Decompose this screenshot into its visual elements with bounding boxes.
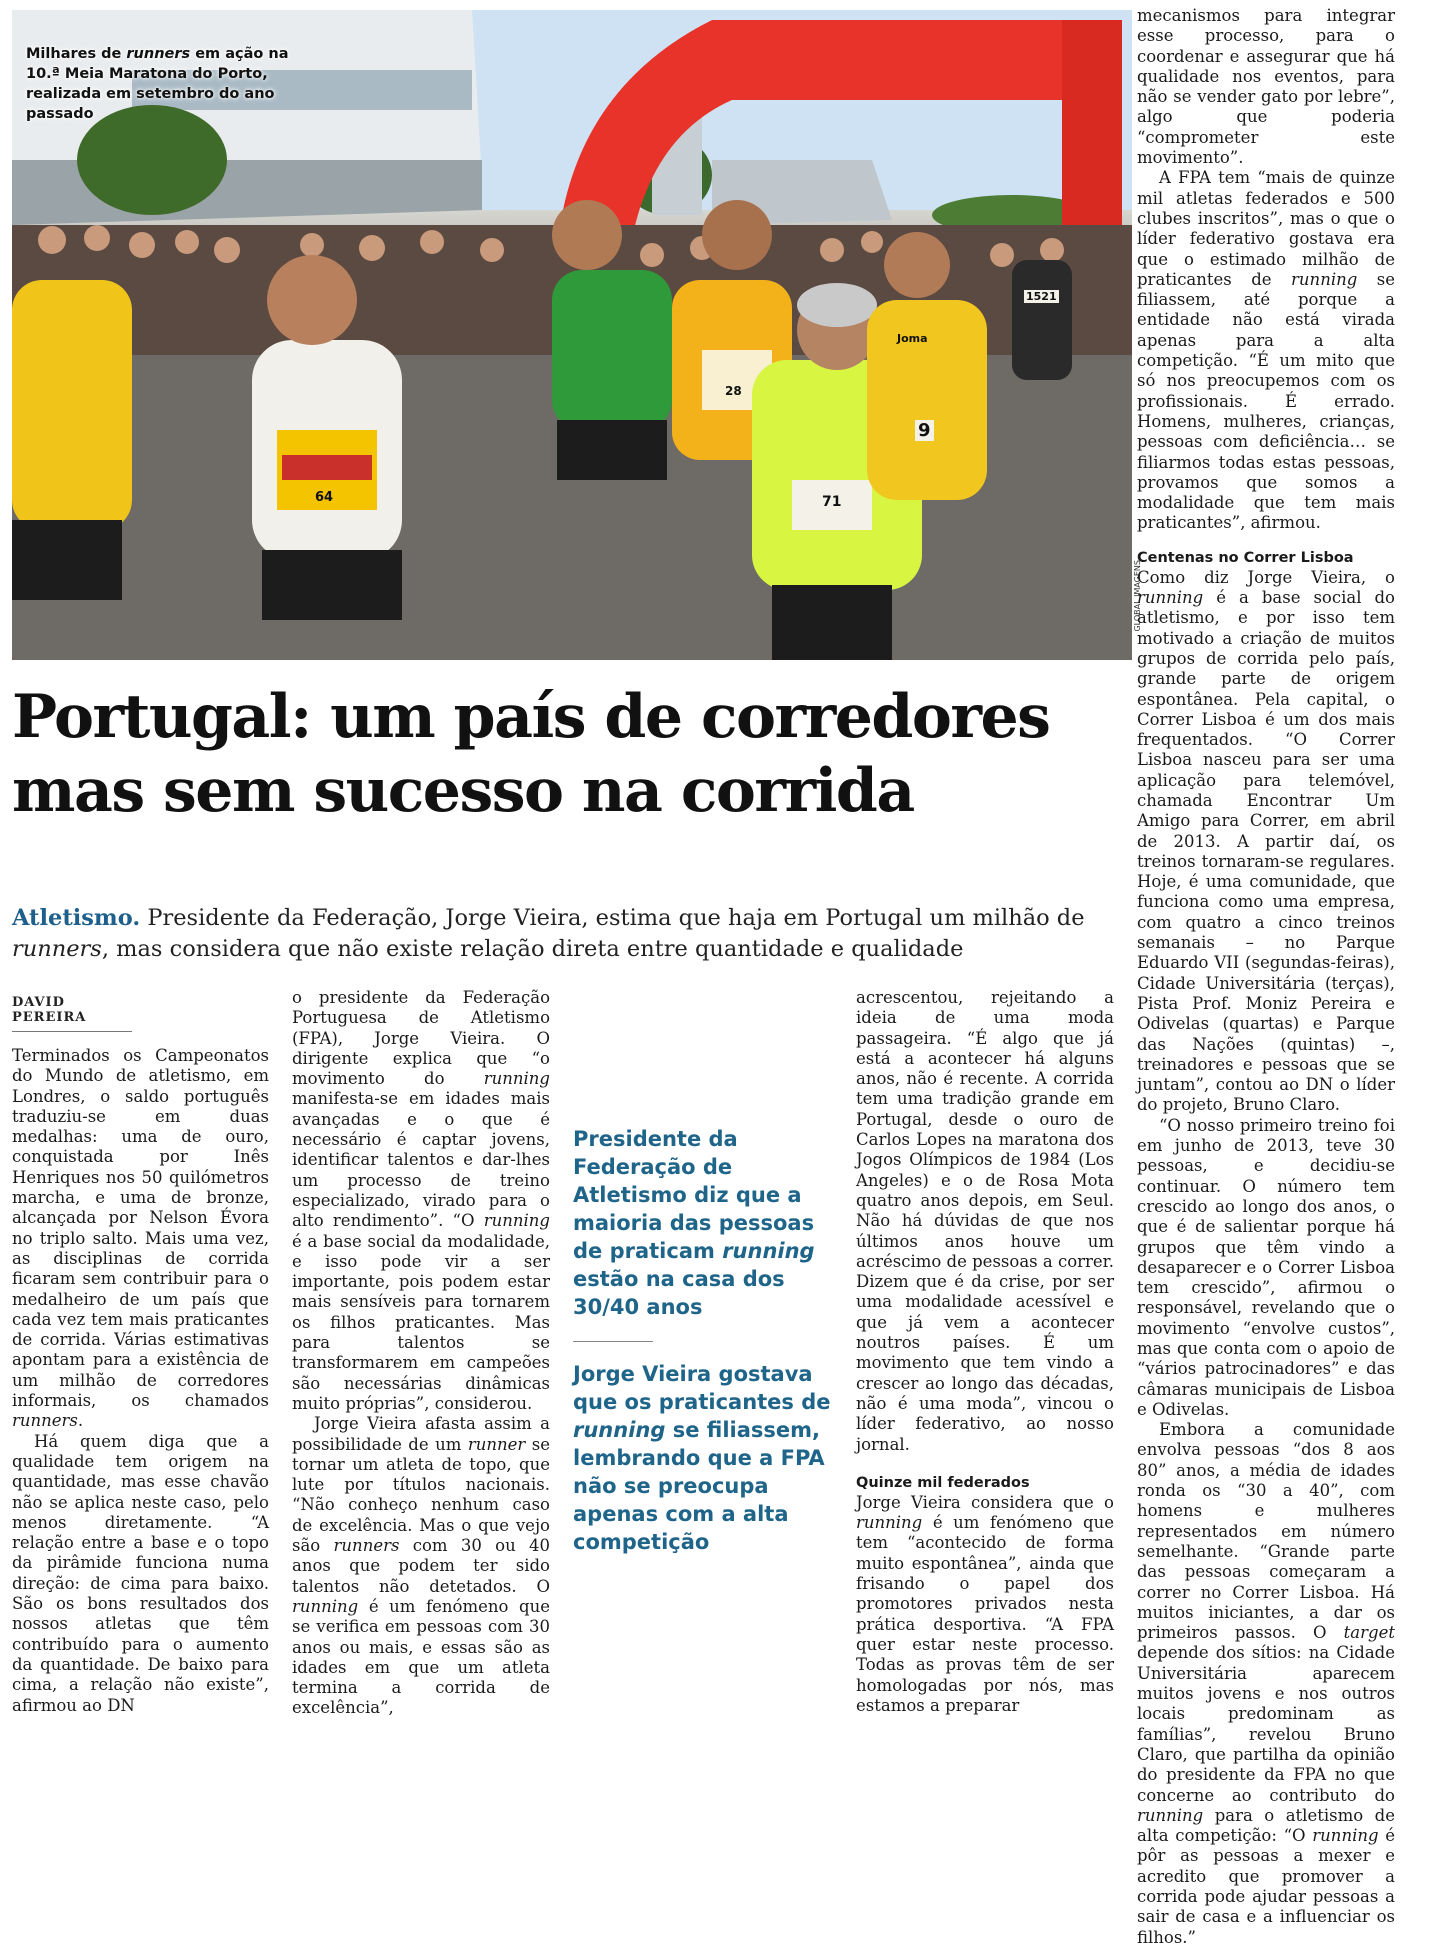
lead-kicker: Atletismo. [12,905,141,931]
col5-paragraph-1: mecanismos para integrar esse processo, para o coordenar e assegurar que há qualidade nos eventos, para não se vender gato por lebre”, algo que poderia “comprometer este movimento”. [1137,6,1395,168]
bib-number-yellow-vest: 28 [725,384,742,398]
pull-quote-1: Presidente da Federação de Atletismo diz que a maioria das pessoas de praticam running estão na casa dos 30/40 anos [573,1127,815,1319]
article-column-2 [292,988,550,1719]
bib-number-neon-shirt: 71 [822,494,842,510]
bib-number-white-vest: 64 [315,490,334,505]
race-photo [12,10,1132,660]
col5-paragraph-5: Embora a comunidade envolva pessoas “dos 8 aos 80” anos, a média de idades ronda os “30 a 40”, com homens e mulheres representados em número semelhante. “Grande parte das pessoas começaram a correr no Correr Lisboa. Há muitos iniciantes, a dar os primeiros passos. O target depende dos sítios: na Cidade Universitária aparecem muitos jovens e nos outros locais predominam as famílias”, revelou Bruno Claro, que partilha da opinião do presidente da FPA no que concerne ao contributo do running para o atletismo de alta competição: “O running é pôr as pessoas a mexer e acredito que promover a corrida pode ajudar pessoas a sair de casa e a influenciar os filhos.” [1137,1420,1396,1947]
col4-paragraph-1: acrescentou, rejeitando a ideia de uma moda passageira. “É algo que já está a acontecer há alguns anos, não é recente. A corrida tem uma tradição grande em Portugal, desde o ouro de Carlos Lopes na maratona dos Jogos Olímpicos de 1984 (Los Angeles) e o de Rosa Mota quatro anos depois, em Seul. Não há dúvidas de que nos últimos anos houve um acréscimo de pessoas a correr. Dizem que é da crise, por ser uma modalidade acessível e que já vem a acontecer noutros países. É um movimento que tem vindo a crescer ao longo das décadas, não é uma moda”, vincou o líder federativo, ao nosso jornal. [856,988,1114,1454]
photo-credit: GLOBAL IMAGENS [1133,560,1142,632]
photo-caption: Milhares de runners em ação na 10.ª Meia Maratona do Porto, realizada em setembro do ano passado [26,46,289,122]
bib-number-far-right: 1521 [1026,290,1057,303]
article-column-5 [1137,6,1395,1948]
article-column-1 [12,1046,269,1716]
col5-paragraph-2: A FPA tem “mais de quinze mil atletas federados e 500 clubes inscritos”, mas o que o líder federativo gostava era que o estimado milhão de praticantes de running se filiassem, até porque a entidade não está virada apenas para a alta competição. “É um mito que só nos preocupemos com os profissionais. É errado. Homens, mulheres, crianças, pessoas com deficiência… se filiarmos todas estas pessoas, provamos que somos a modalidade que tem mais praticantes”, afirmou. [1137,168,1395,533]
col1-paragraph-2: Há quem diga que a qualidade tem origem na quantidade, mas esse chavão não se aplica neste caso, pelo menos diretamente. “A relação entre a base e o topo da pirâmide funciona numa direção: de cima para baixo. São os bons resultados dos nossos atletas que têm contribuído para o aumento da quantidade. De baixo para cima, a relação não existe”, afirmou ao DN [12,1431,269,1715]
vest-brand-text: Joma [897,332,928,345]
col2-paragraph-1: o presidente da Federação Portuguesa de Atletismo (FPA), Jorge Vieira. O dirigente explica que “o movimento do running manifesta-se em idades mais avançadas e o que é necessário é captar jovens, identificar talentos e dar-lhes um processo de treino especializado, virado para o alto rendimento”. “O running é a base social da modalidade, e isso pode vir a ser importante, pois podem estar mais sensíveis para tornarem os filhos praticantes. Mas para talentos se transformarem em campeões são necessárias dinâmicas muito próprias”, considerou. [292,988,550,1413]
col5-paragraph-3: Como diz Jorge Vieira, o running é a base social do atletismo, e por isso tem motivado a criação de muitos grupos de corrida pelo país, grande parte de origem espontânea. Pela capital, o Correr Lisboa é um dos mais frequentados. “O Correr Lisboa nasceu para ser uma aplicação para telemóvel, chamada Encontrar Um Amigo para Correr, em abril de 2013. A partir daí, os treinos tornaram-se regulares. Hoje, é uma comunidade, que funciona como uma empresa, com quatro a cinco treinos semanais – no Parque Eduardo VII (segundas-feiras), Cidade Universitária (terças), Pista Prof. Moniz Pereira e Odivelas (quartas) e Parque das Nações (quintas) –, treinadores e pessoas que se juntam”, contou ao DN o líder do projeto, Bruno Claro. [1137,567,1395,1115]
pull-quote-2: Jorge Vieira gostava que os praticantes de running se filiassem, lembrando que a FPA não se preocupa apenas com a alta competição [573,1362,831,1554]
lead-paragraph: Atletismo. Presidente da Federação, Jorge Vieira, estima que haja em Portugal um milhão de runners, mas considera que não existe relação direta entre quantidade e qualidade [12,905,1085,962]
col4-paragraph-2: Jorge Vieira considera que o running é um fenómeno que tem “acontecido de forma muito espontânea”, ainda que frisando o papel dos promotores privados nesta prática desportiva. “A FPA quer estar neste processo. Todas as provas têm de ser homologadas por nós, mas estamos a preparar [856,1492,1114,1715]
subheading-centenas-no-correr-lisboa: Centenas no Correr Lisboa [1137,549,1354,566]
article-column-4 [856,988,1114,1716]
col5-paragraph-4: “O nosso primeiro treino foi em junho de 2013, teve 30 pessoas, e decidiu-se continuar. O número tem crescido ao longo dos anos, o que é de salientar porque há grupos que têm vindo a desaparecer e o Correr Lisboa tem crescido”, afirmou o responsável, revelando que o movimento “envolve custos”, mas que conta com o apoio de “vários patrocinadores” e das câmaras municipais de Lisboa e Odivelas. [1137,1115,1395,1419]
byline: DAVID PEREIRA [12,995,132,1032]
headline: Portugal: um país de corredores mas sem sucesso na corrida [12,682,1050,826]
pull-quote-divider [573,1341,653,1342]
col1-paragraph-1: Terminados os Campeonatos do Mundo de atletismo, em Londres, o saldo português traduziu-se em duas medalhas: uma de ouro, conquistada por Inês Henriques nos 50 quilómetros marcha, e uma de bronze, alcançada por Nelson Évora no triplo salto. Mais uma vez, as disciplinas de corrida ficaram sem contribuir para o medalheiro de um país que cada vez tem mais praticantes de corrida. Várias estimativas apontam para a existência de um milhão de corredores informais, os chamados runners. [12,1046,269,1431]
subheading-quinze-mil-federados: Quinze mil federados [856,1474,1030,1491]
bib-number-right-runner: 9 [915,420,934,441]
col2-paragraph-2: Jorge Vieira afasta assim a possibilidade de um runner se tornar um atleta de topo, que lute por títulos nacionais. “Não conheço nenhum caso de excelência. Mas o que vejo são runners com 30 ou 40 anos que podem ter sido talentos não detetados. O running é um fenómeno que se verifica em pessoas com 30 anos ou mais, e essas são as idades em que um atleta termina a corrida de excelência”, [292,1414,551,1718]
